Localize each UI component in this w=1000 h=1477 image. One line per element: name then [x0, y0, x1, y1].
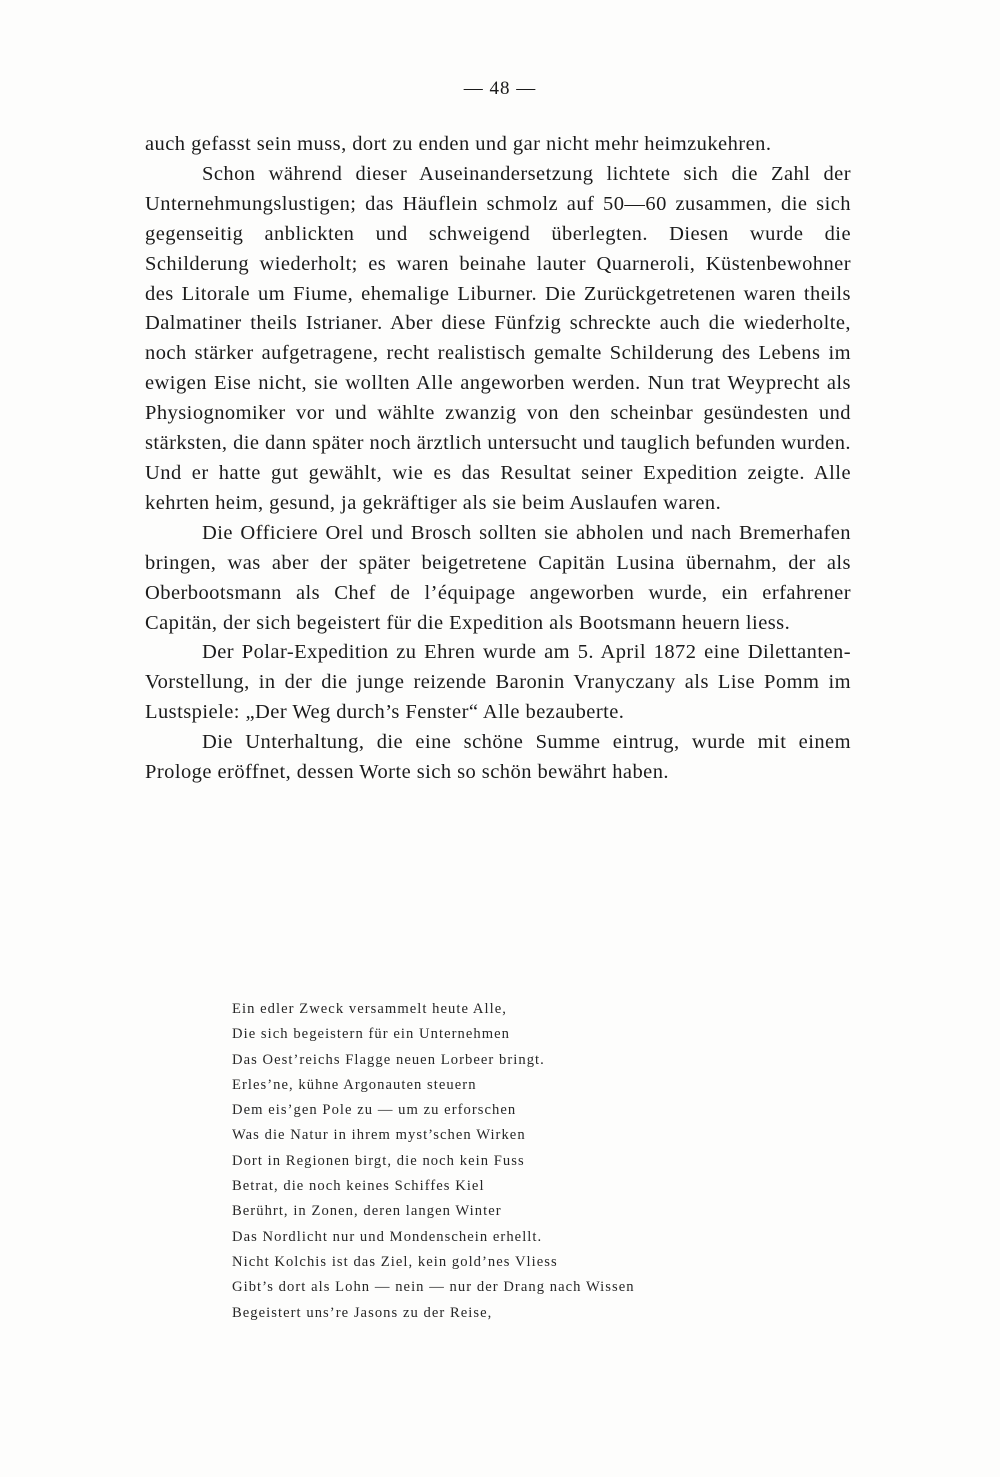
paragraph-continuation: auch gefasst sein muss, dort zu enden und gar nicht mehr heimzukehren. [145, 133, 772, 155]
body-text [145, 130, 851, 788]
poem-line: Was die Natur in ihrem myst’schen Wirken [232, 1127, 526, 1144]
poem-line: Begeistert uns’re Jasons zu der Reise, [232, 1304, 493, 1321]
poem-line: Ein edler Zweck versammelt heute Alle, [232, 1001, 507, 1017]
paragraph-prologue-intro: Die Unterhaltung, die eine schöne Summe eintrug, wurde mit einem Prologe eröffnet, dessen Worte sich so schön bewährt haben. [145, 731, 851, 784]
paragraph-crew-selection: Schon während dieser Auseinandersetzung lichtete sich die Zahl der Unternehmungslustigen; das Häuflein schmolz auf 50—60 zusammen, die sich gegenseitig anblickten und schweigend überlegten. Diesen wurde die Schilderung wiederholt; es waren beinahe lauter Quarneroli, Küstenbewohner des Litorale um Fiume, ehemalige Liburner. Die Zurückgetretenen waren theils Dalmatiner theils Istrianer. Aber diese Fünfzig schreckte auch die wiederholte, noch stärker aufgetragene, recht realistisch gemalte Schilderung des Lebens im ewigen Eise nicht, sie wollten Alle angeworben werden. Nun trat Weyprecht als Physiognomiker vor und wählte zwanzig von den scheinbar gesündesten und stärksten, die dann später noch ärztlich untersucht und tauglich befunden wurden. Und er hatte gut gewählt, wie es das Resultat seiner Expedition zeigte. Alle kehrten heim, gesund, ja gekräftiger als sie beim Auslaufen waren. [145, 162, 851, 514]
poem-line: Dem eis’gen Pole zu — um zu erforschen [232, 1102, 517, 1119]
poem-line: Nicht Kolchis ist das Ziel, kein gold’nes Vliess [232, 1253, 558, 1270]
prologue-poem [232, 997, 832, 1326]
paragraph-officers: Die Officiere Orel und Brosch sollten sie abholen und nach Bremerhafen bringen, was aber der später beigetretene Capitän Lusina übernahm, der als Oberbootsmann als Chef de l’équipage angeworben wurde, ein erfahrener Capitän, der sich begeistert für die Expedition als Bootsmann heuern liess. [145, 521, 851, 634]
poem-line: Berührt, in Zonen, deren langen Winter [232, 1203, 502, 1220]
poem-line: Die sich begeistern für ein Unternehmen [232, 1026, 511, 1043]
poem-line: Das Nordlicht nur und Mondenschein erhellt. [232, 1228, 543, 1245]
poem-line: Erles’ne, kühne Argonauten steuern [232, 1076, 477, 1093]
page-number: — 48 — [463, 78, 537, 99]
paragraph-performance: Der Polar-Expedition zu Ehren wurde am 5. April 1872 eine Dilettanten-Vorstellung, in der die junge reizende Baronin Vranyczany als Lise Pomm im Lustspiele: „Der Weg durch’s Fenster“ Alle bezauberte. [145, 641, 851, 724]
poem-line: Gibt’s dort als Lohn — nein — nur der Drang nach Wissen [232, 1279, 635, 1296]
poem-line: Das Oest’reichs Flagge neuen Lorbeer bringt. [232, 1051, 545, 1068]
poem-line: Betrat, die noch keines Schiffes Kiel [232, 1178, 485, 1195]
poem-line: Dort in Regionen birgt, die noch kein Fuss [232, 1152, 525, 1169]
